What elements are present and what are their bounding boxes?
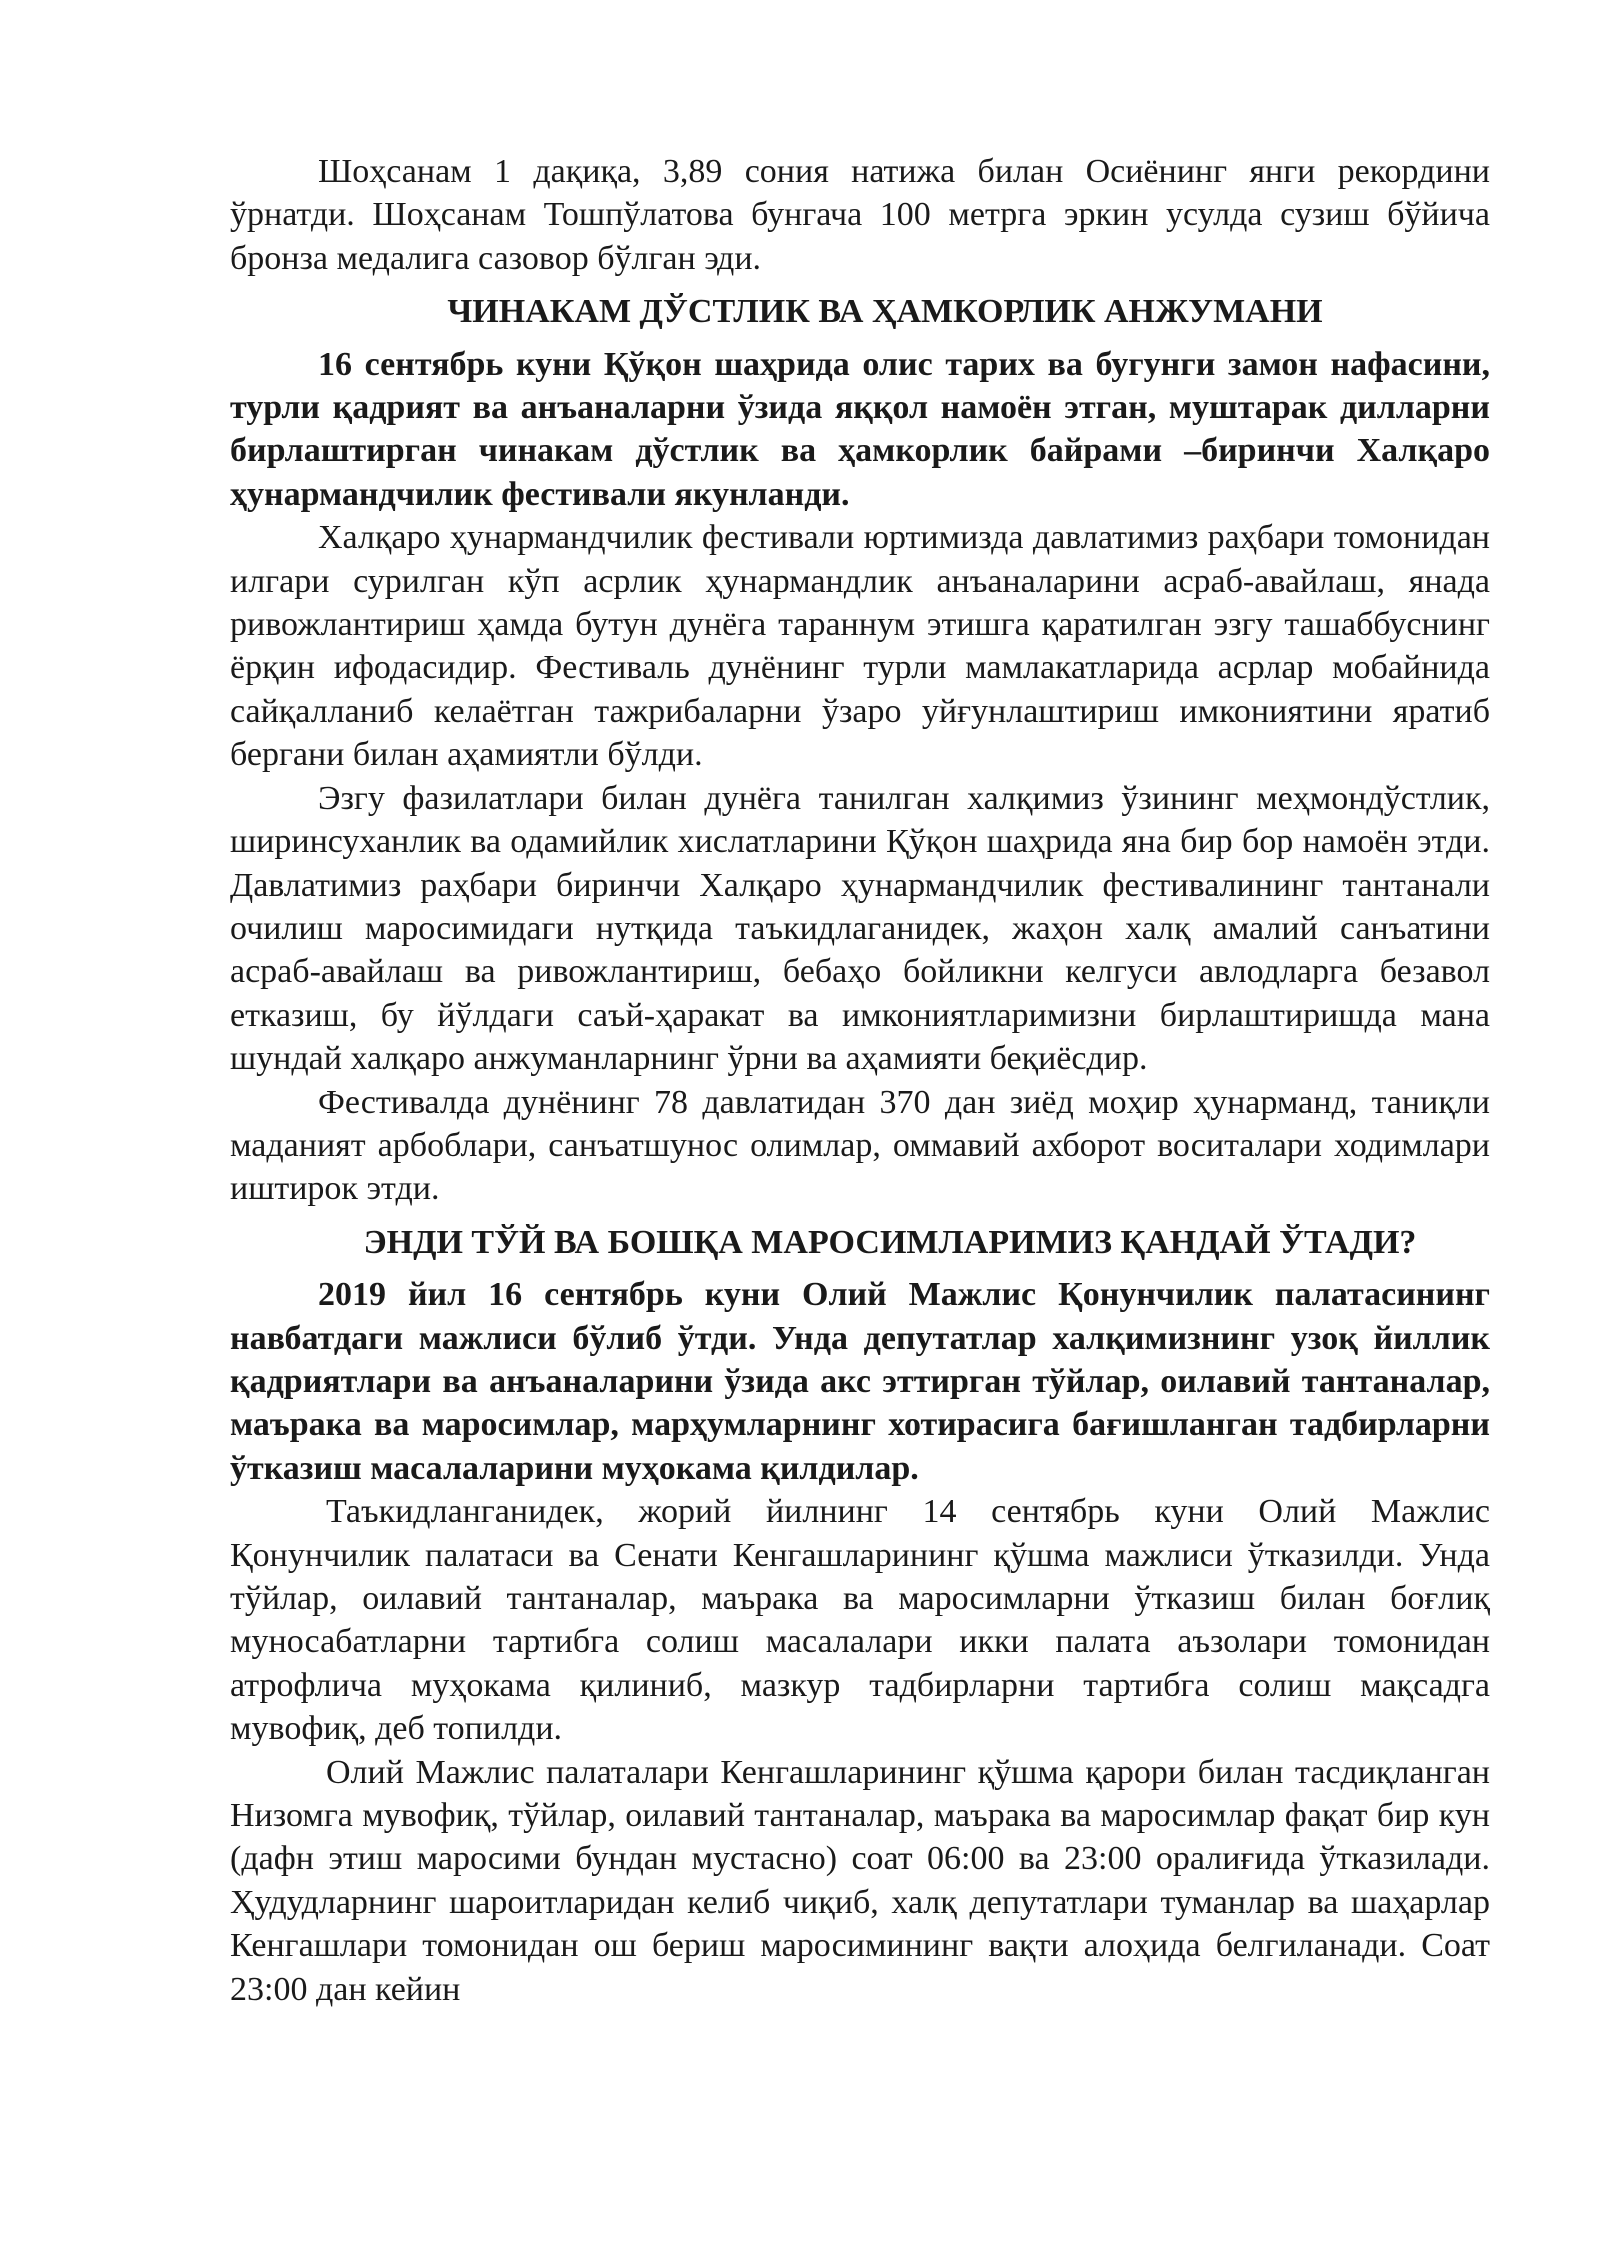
- paragraph-record: Шоҳсанам 1 дақиқа, 3,89 сония натижа билан Осиёнинг янги рекордини ўрнатди. Шоҳсанам Тошпўлатова бунгача 100 метрга эркин усулда сузиш бўйича бронза медалига сазовор бўлган эди.: [230, 153, 1490, 277]
- lead-paragraph-festival: 16 сентябрь куни Қўқон шаҳрида олис тарих ва бугунги замон нафасини, турли қадрият ва анъаналарни ўзида яққол намоён этган, муштарак дилларни бирлаштирган чинакам дўстлик ва ҳамкорлик байрами –биринчи Халқаро ҳунармандчилик фестивали якунланди.: [230, 345, 1490, 513]
- heading-ceremonies: ЭНДИ ТЎЙ ВА БОШҚА МАРОСИМЛАРИМИЗ ҚАНДАЙ ЎТАДИ?: [363, 1223, 1417, 1261]
- lead-paragraph-ceremonies: 2019 йил 16 сентябрь куни Олий Мажлис Қонунчилик палатасининг навбатдаги мажлиси бўлиб ўтди. Унда депутатлар халқимизнинг узоқ йиллик қадриятлари ва анъаналарини ўзида акс эттирган тўйлар, оилавий тантаналар, маърака ва маросимлар, марҳумларнинг хотирасига бағишланган тадбирларни ўтказиш масалаларини муҳокама қилдилар.: [230, 1276, 1490, 1487]
- paragraph-festival-2: Эзгу фазилатлари билан дунёга танилган халқимиз ўзининг меҳмондўстлик, ширинсуханлик ва одамийлик хислатларини Қўқон шаҳрида яна бир бор намоён этди. Давлатимиз раҳбари биринчи Халқаро ҳунармандчилик фестивалининг тантанали очилиш маросимидаги нутқида таъкидлаганидек, жаҳон халқ амалий санъатини асраб-авайлаш ва ривожлантириш, бебаҳо бойликни келгуси авлодларга безавол етказиш, бу йўлдаги саъй-ҳаракат ва имкониятларимизни бирлаштиришда мана шундай халқаро анжуманларнинг ўрни ва аҳамияти беқиёсдир.: [230, 779, 1490, 1078]
- paragraph-ceremonies-2: Олий Мажлис палаталари Кенгашларининг қўшма қарори билан тасдиқланган Низомга мувофиқ, тўйлар, оилавий тантаналар, маърака ва маросимлар фақат бир кун (дафн этиш маросими бундан мустасно) соат 06:00 ва 23:00 оралиғида ўтказилади. Ҳудудларнинг шароитларидан келиб чиқиб, халқ депутатлари туманлар ва шаҳарлар Кенгашлари томонидан ош бериш маросимининг вақти алоҳида белгиланади. Соат 23:00 дан кейин: [230, 1753, 1490, 2008]
- document-page: [230, 150, 1490, 2011]
- heading-festival: ЧИНАКАМ ДЎСТЛИК ВА ҲАМКОРЛИК АНЖУМАНИ: [447, 293, 1323, 331]
- paragraph-festival-3: Фестивалда дунёнинг 78 давлатидан 370 дан зиёд моҳир ҳунарманд, таниқли маданият арбоблари, санъатшунос олимлар, оммавий ахборот воситалари ходимлари иштирок этди.: [230, 1083, 1490, 1208]
- paragraph-ceremonies-1: Таъкидланганидек, жорий йилнинг 14 сентябрь куни Олий Мажлис Қонунчилик палатаси ва Сенати Кенгашларининг қўшма мажлиси ўтказилди. Унда тўйлар, оилавий тантаналар, маърака ва маросимларни ўтказиш билан боғлиқ муносабатларни тартибга солиш масалалари икки палата аъзолари томонидан атрофлича муҳокама қилиниб, мазкур тадбирларни тартибга солиш мақсадга мувофиқ, деб топилди.: [230, 1493, 1490, 1748]
- paragraph-festival-1: Халқаро ҳунармандчилик фестивали юртимизда давлатимиз раҳбари томонидан илгари сурилган кўп асрлик ҳунармандлик анъаналарини асраб-авайлаш, янада ривожлантириш ҳамда бутун дунёга тараннум этишга қаратилган эзгу ташаббуснинг ёрқин ифодасидир. Фестиваль дунёнинг турли мамлакатларида асрлар мобайнида сайқалланиб келаётган тажрибаларни ўзаро уйғунлаштириш имкониятини яратиб бергани билан аҳамиятли бўлди.: [230, 519, 1490, 774]
